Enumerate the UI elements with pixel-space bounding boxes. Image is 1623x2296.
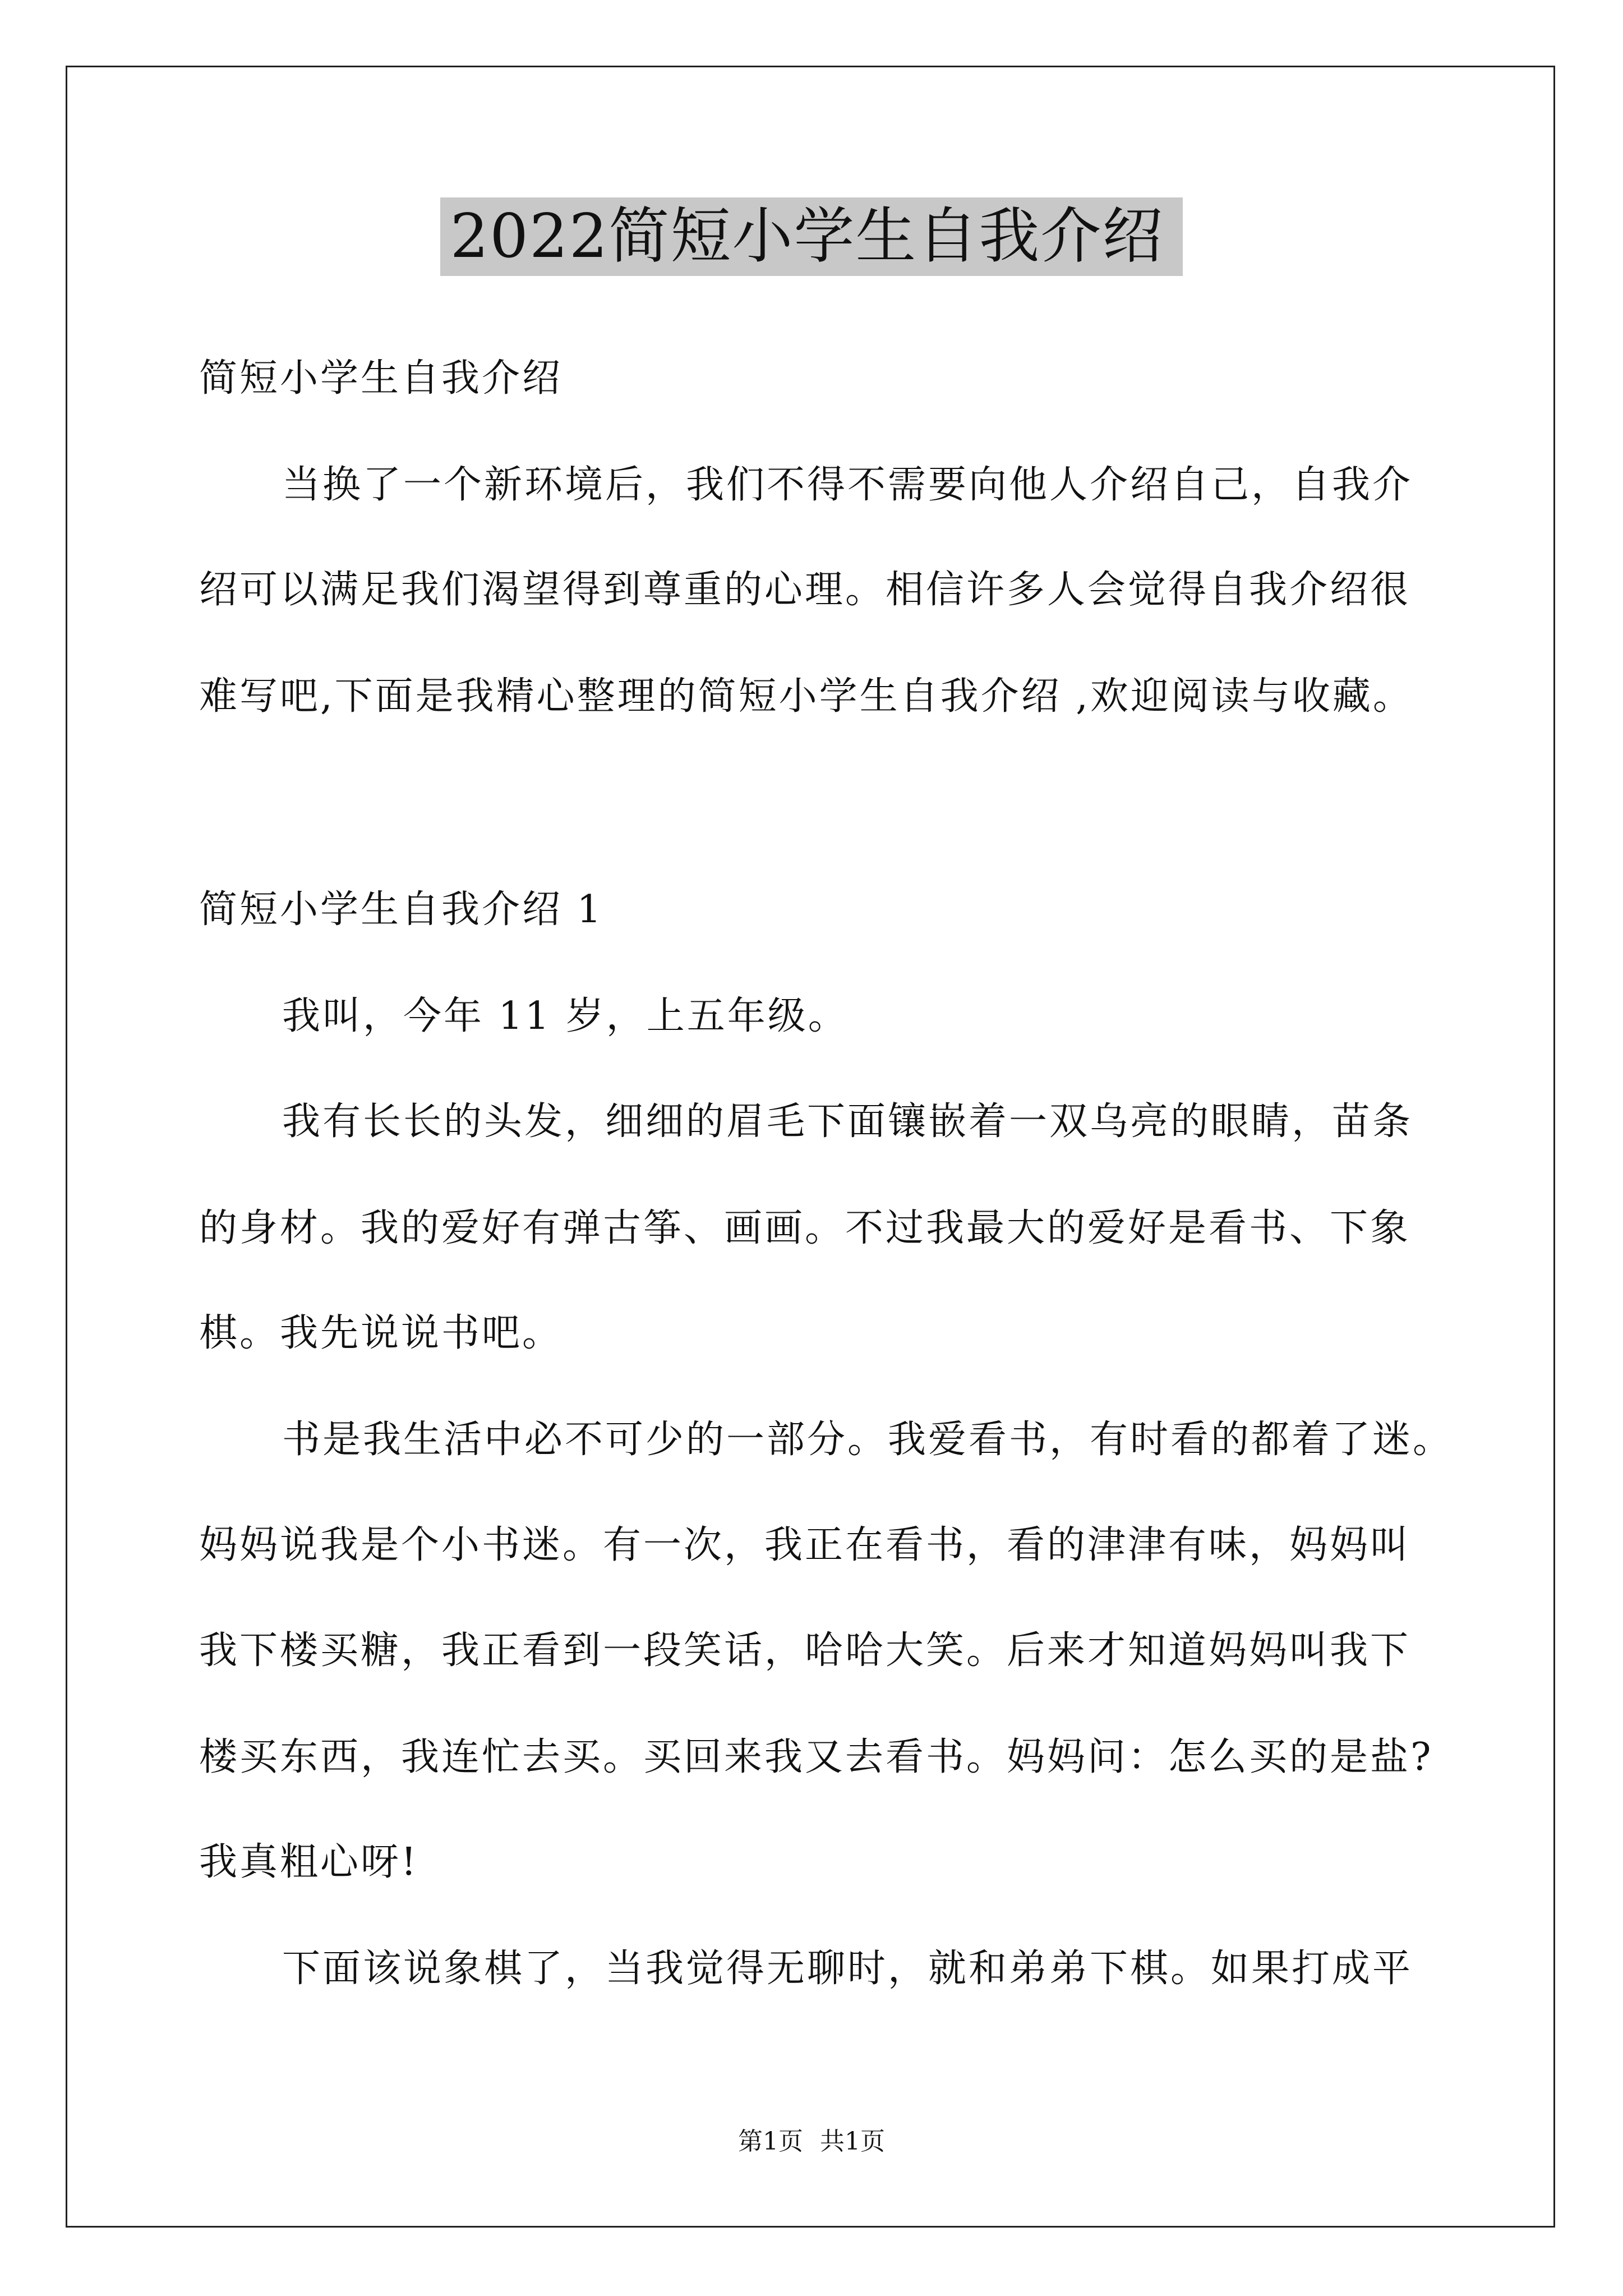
paragraph-line: 当换了一个新环境后，我们不得不需要向他人介绍自己，自我介	[282, 463, 1413, 507]
paragraph-line: 绍可以满足我们渴望得到尊重的心理。相信许多人会觉得自我介绍很	[199, 568, 1411, 612]
page-footer	[0, 2125, 1623, 2159]
title-container	[0, 197, 1623, 276]
document-title: 2022简短小学生自我介绍	[440, 197, 1183, 276]
paragraph-line: 我叫，今年 11 岁，上五年级。	[282, 994, 849, 1038]
paragraph-line: 难写吧,下面是我精心整理的简短小学生自我介绍 ,欢迎阅读与收藏。	[199, 674, 1413, 719]
page-total: 共1页	[820, 2127, 885, 2156]
section-heading: 简短小学生自我介绍 1	[199, 887, 603, 932]
paragraph-line: 我真粗心呀!	[199, 1840, 419, 1884]
subtitle-line: 简短小学生自我介绍	[199, 356, 563, 401]
paragraph-line: 下面该说象棋了，当我觉得无聊时，就和弟弟下棋。如果打成平	[282, 1947, 1413, 1991]
paragraph-line: 棋。我先说说书吧。	[199, 1311, 563, 1355]
page-number: 第1页	[738, 2127, 803, 2156]
paragraph-line: 书是我生活中必不可少的一部分。我爱看书，有时看的都着了迷。	[282, 1418, 1454, 1462]
paragraph-line: 妈妈说我是个小书迷。有一次，我正在看书，看的津津有味，妈妈叫	[199, 1523, 1411, 1567]
paragraph-line: 楼买东西，我连忙去买。买回来我又去看书。妈妈问：怎么买的是盐?	[199, 1735, 1433, 1779]
paragraph-line: 的身材。我的爱好有弹古筝、画画。不过我最大的爱好是看书、下象	[199, 1206, 1411, 1250]
paragraph-line: 我有长长的头发，细细的眉毛下面镶嵌着一双乌亮的眼睛，苗条	[282, 1099, 1413, 1144]
paragraph-line: 我下楼买糖，我正看到一段笑话，哈哈大笑。后来才知道妈妈叫我下	[199, 1628, 1411, 1673]
